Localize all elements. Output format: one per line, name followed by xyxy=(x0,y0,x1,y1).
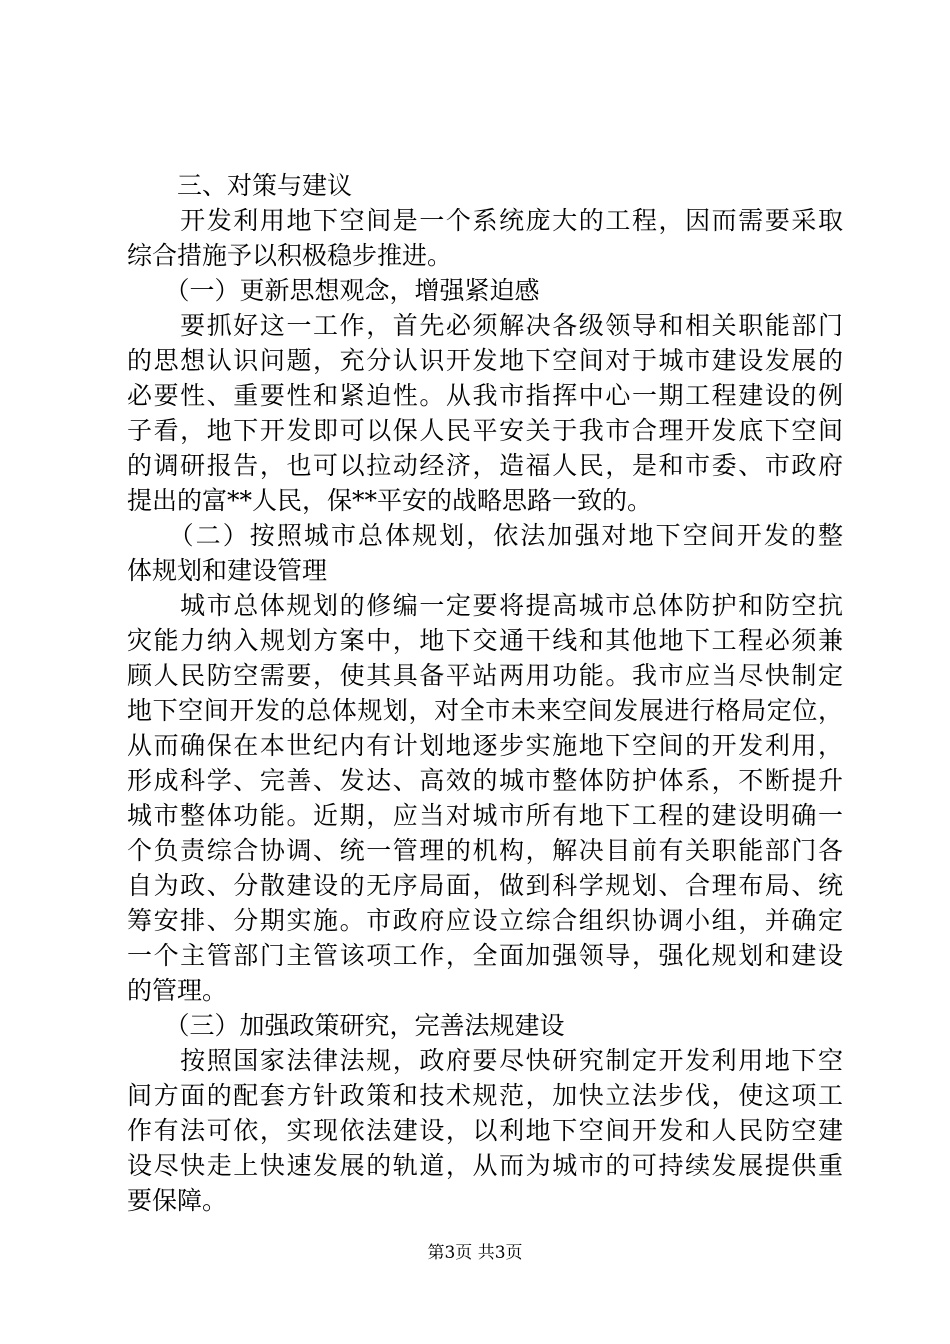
text-line: 灾能力纳入规划方案中，地下交通干线和其他地下工程必须兼 xyxy=(127,626,843,655)
text-line: 必要性、重要性和紧迫性。从我市指挥中心一期工程建设的例 xyxy=(127,381,843,410)
text-line: 要保障。 xyxy=(127,1186,228,1215)
text-line: 筹安排、分期实施。市政府应设立综合组织协调小组，并确定 xyxy=(127,906,843,935)
text-line: 综合措施予以积极稳步推进。 xyxy=(127,241,453,270)
text-line: 子看，地下开发即可以保人民平安关于我市合理开发底下空间 xyxy=(127,416,843,445)
text-line: 间方面的配套方针政策和技术规范，加快立法步伐，使这项工 xyxy=(127,1081,843,1110)
text-line: 的管理。 xyxy=(127,976,228,1005)
text-line: 城市整体功能。近期，应当对城市所有地下工程的建设明确一 xyxy=(127,801,843,830)
text-line: 按照国家法律法规，政府要尽快研究制定开发利用地下空 xyxy=(127,1046,843,1075)
text-line: 要抓好这一工作，首先必须解决各级领导和相关职能部门 xyxy=(127,311,843,340)
text-line: 一个主管部门主管该项工作，全面加强领导，强化规划和建设 xyxy=(127,941,843,970)
text-line: 体规划和建设管理 xyxy=(127,556,328,585)
text-line: 作有法可依，实现依法建设，以利地下空间开发和人民防空建 xyxy=(127,1116,843,1145)
text-line: 提出的富**人民，保**平安的战略思路一致的。 xyxy=(127,486,653,515)
page-footer xyxy=(0,1242,950,1264)
text-line: 的调研报告，也可以拉动经济，造福人民，是和市委、市政府 xyxy=(127,451,843,480)
text-line: （二）按照城市总体规划，依法加强对地下空间开发的整 xyxy=(127,521,843,550)
text-line: 从而确保在本世纪内有计划地逐步实施地下空间的开发利用， xyxy=(127,731,843,760)
text-line: 个负责综合协调、统一管理的机构，解决目前有关职能部门各 xyxy=(127,836,843,865)
text-line: 顾人民防空需要，使其具备平站两用功能。我市应当尽快制定 xyxy=(127,661,843,690)
text-line: 城市总体规划的修编一定要将提高城市总体防护和防空抗 xyxy=(127,591,843,620)
text-line: （一）更新思想观念，增强紧迫感 xyxy=(127,276,540,305)
page-number-label: 第3页 共3页 xyxy=(427,1243,523,1263)
text-line: 三、对策与建议 xyxy=(127,171,353,200)
text-line: 自为政、分散建设的无序局面，做到科学规划、合理布局、统 xyxy=(127,871,843,900)
text-line: 地下空间开发的总体规划，对全市未来空间发展进行格局定位， xyxy=(127,696,843,725)
text-line: 形成科学、完善、发达、高效的城市整体防护体系，不断提升 xyxy=(127,766,843,795)
document-body xyxy=(127,168,843,1218)
text-line: 设尽快走上快速发展的轨道，从而为城市的可持续发展提供重 xyxy=(127,1151,843,1180)
text-line: 的思想认识问题，充分认识开发地下空间对于城市建设发展的 xyxy=(127,346,843,375)
text-line: 开发利用地下空间是一个系统庞大的工程，因而需要采取 xyxy=(127,206,843,235)
text-line: （三）加强政策研究，完善法规建设 xyxy=(127,1011,565,1040)
